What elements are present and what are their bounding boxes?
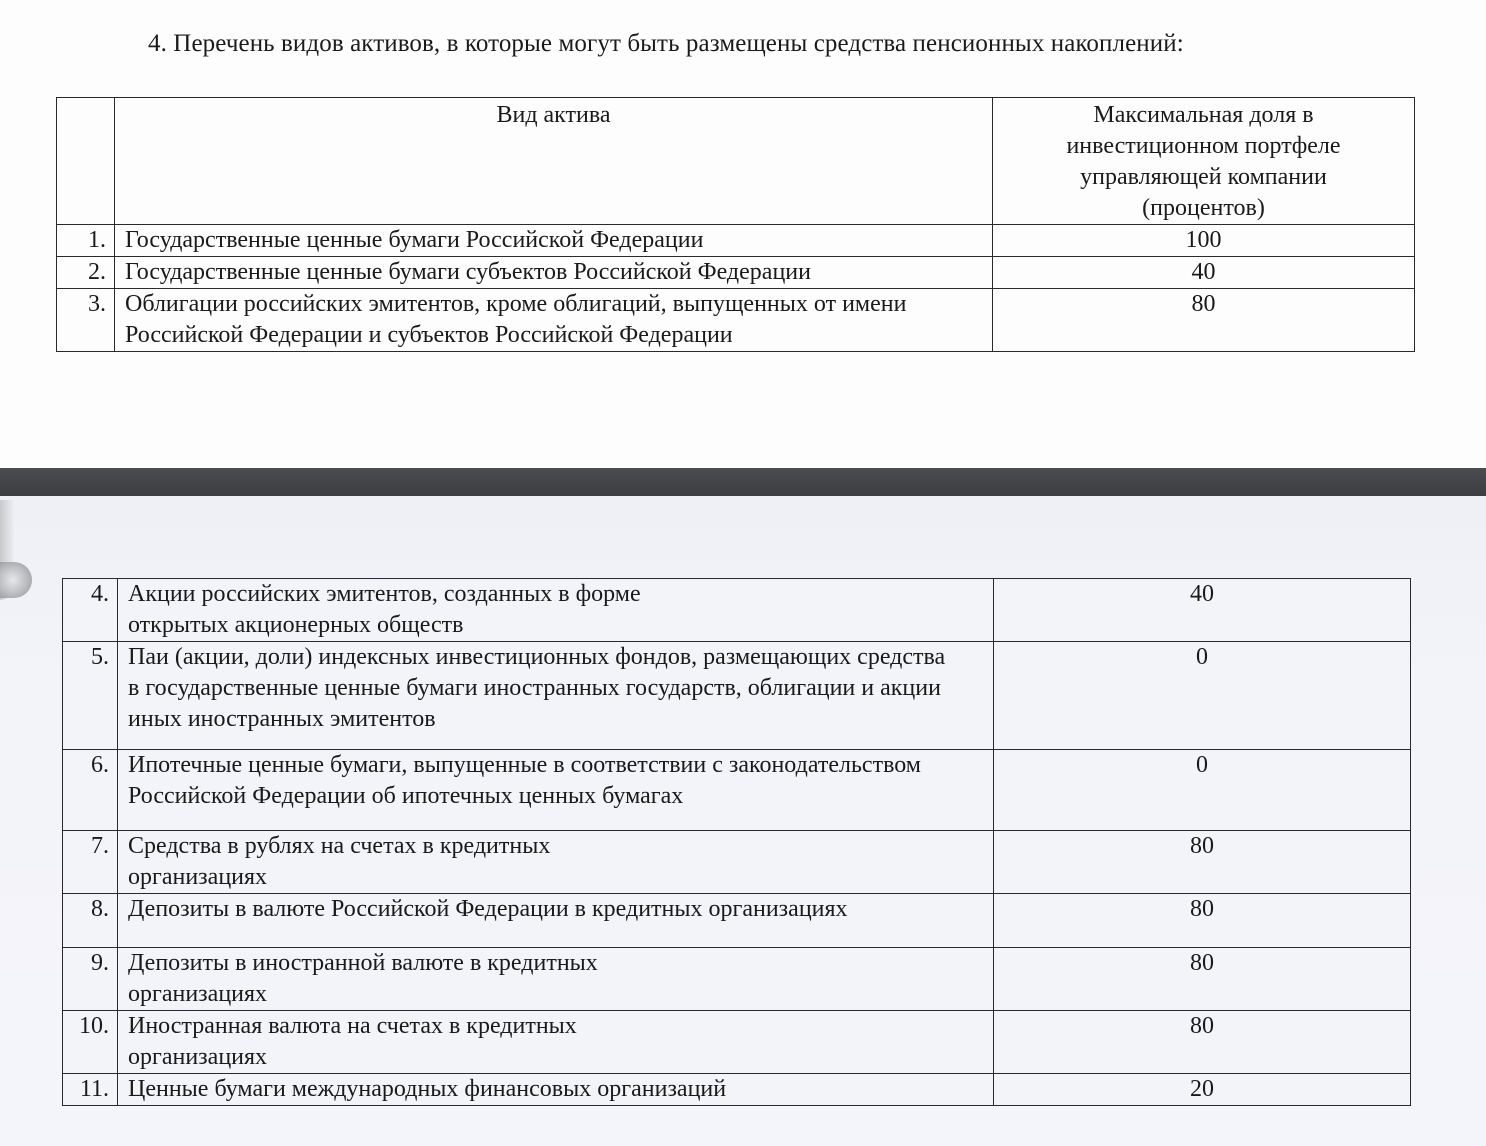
row-number: 6.	[63, 750, 118, 831]
table-row	[63, 579, 1411, 642]
row-asset	[118, 948, 994, 1011]
section-heading: 4. Перечень видов активов, в которые могут быть размещены средства пенсионных накоплений:	[148, 30, 1184, 57]
table-header-row	[57, 98, 1415, 225]
table-row	[63, 831, 1411, 894]
row-asset-text: Паи (акции, доли) индексных инвестиционных фондов, размещающих средства в государственные ценные бумаги иностранных государств, облигации и акции иных иностранных эмитентов	[128, 644, 946, 732]
row-asset: Ценные бумаги международных финансовых организаций	[118, 1074, 994, 1106]
row-share: 100	[993, 225, 1415, 257]
row-number: 9.	[63, 948, 118, 1011]
table-row	[57, 225, 1415, 257]
table-row	[63, 1074, 1411, 1106]
row-number: 3.	[57, 289, 115, 352]
row-share: 80	[994, 948, 1411, 1011]
row-share: 80	[994, 831, 1411, 894]
row-share: 40	[994, 579, 1411, 642]
table-row	[63, 750, 1411, 831]
row-number: 2.	[57, 257, 115, 289]
row-share: 0	[994, 642, 1411, 750]
row-asset	[118, 1011, 994, 1074]
page-divider-bar	[0, 468, 1486, 496]
row-asset-text: Иностранная валюта на счетах в кредитных организациях	[128, 1013, 577, 1070]
row-asset	[115, 289, 993, 352]
row-number: 8.	[63, 894, 118, 948]
row-asset-text: Облигации российских эмитентов, кроме облигаций, выпущенных от имени Российской Федерации и субъектов Российской Федерации	[125, 291, 907, 348]
table-row	[63, 948, 1411, 1011]
row-share: 40	[993, 257, 1415, 289]
row-number: 11.	[63, 1074, 118, 1106]
row-share: 80	[994, 894, 1411, 948]
row-asset-text: Акции российских эмитентов, созданных в форме открытых акционерных обществ	[128, 581, 641, 638]
row-asset-text: Депозиты в иностранной валюте в кредитных организациях	[128, 950, 598, 1007]
row-number: 4.	[63, 579, 118, 642]
table-row	[57, 257, 1415, 289]
table-row	[63, 1011, 1411, 1074]
row-number: 7.	[63, 831, 118, 894]
row-asset: Депозиты в валюте Российской Федерации в кредитных организациях	[118, 894, 994, 948]
table-row	[63, 642, 1411, 750]
row-asset-text: Ипотечные ценные бумаги, выпущенные в соответствии с законодательством Российской Федерации об ипотечных ценных бумагах	[128, 752, 921, 809]
row-number: 5.	[63, 642, 118, 750]
assets-table-part-1	[56, 97, 1415, 352]
row-asset	[118, 579, 994, 642]
row-number: 10.	[63, 1011, 118, 1074]
row-share: 20	[994, 1074, 1411, 1106]
row-asset	[118, 642, 994, 750]
table-row	[63, 894, 1411, 948]
table-row	[57, 289, 1415, 352]
row-share: 80	[994, 1011, 1411, 1074]
row-asset	[118, 831, 994, 894]
header-max-share	[993, 98, 1415, 225]
row-asset: Государственные ценные бумаги Российской Федерации	[115, 225, 993, 257]
row-share: 0	[994, 750, 1411, 831]
row-share: 80	[993, 289, 1415, 352]
row-number: 1.	[57, 225, 115, 257]
header-max-share-text: Максимальная доля в инвестиционном портфеле управляющей компании (процентов)	[1066, 102, 1341, 221]
header-asset-type: Вид актива	[115, 98, 993, 225]
row-asset: Государственные ценные бумаги субъектов Российской Федерации	[115, 257, 993, 289]
row-asset-text: Средства в рублях на счетах в кредитных организациях	[128, 833, 551, 890]
assets-table-part-2	[62, 578, 1411, 1106]
row-asset	[118, 750, 994, 831]
header-number-cell	[57, 98, 115, 225]
